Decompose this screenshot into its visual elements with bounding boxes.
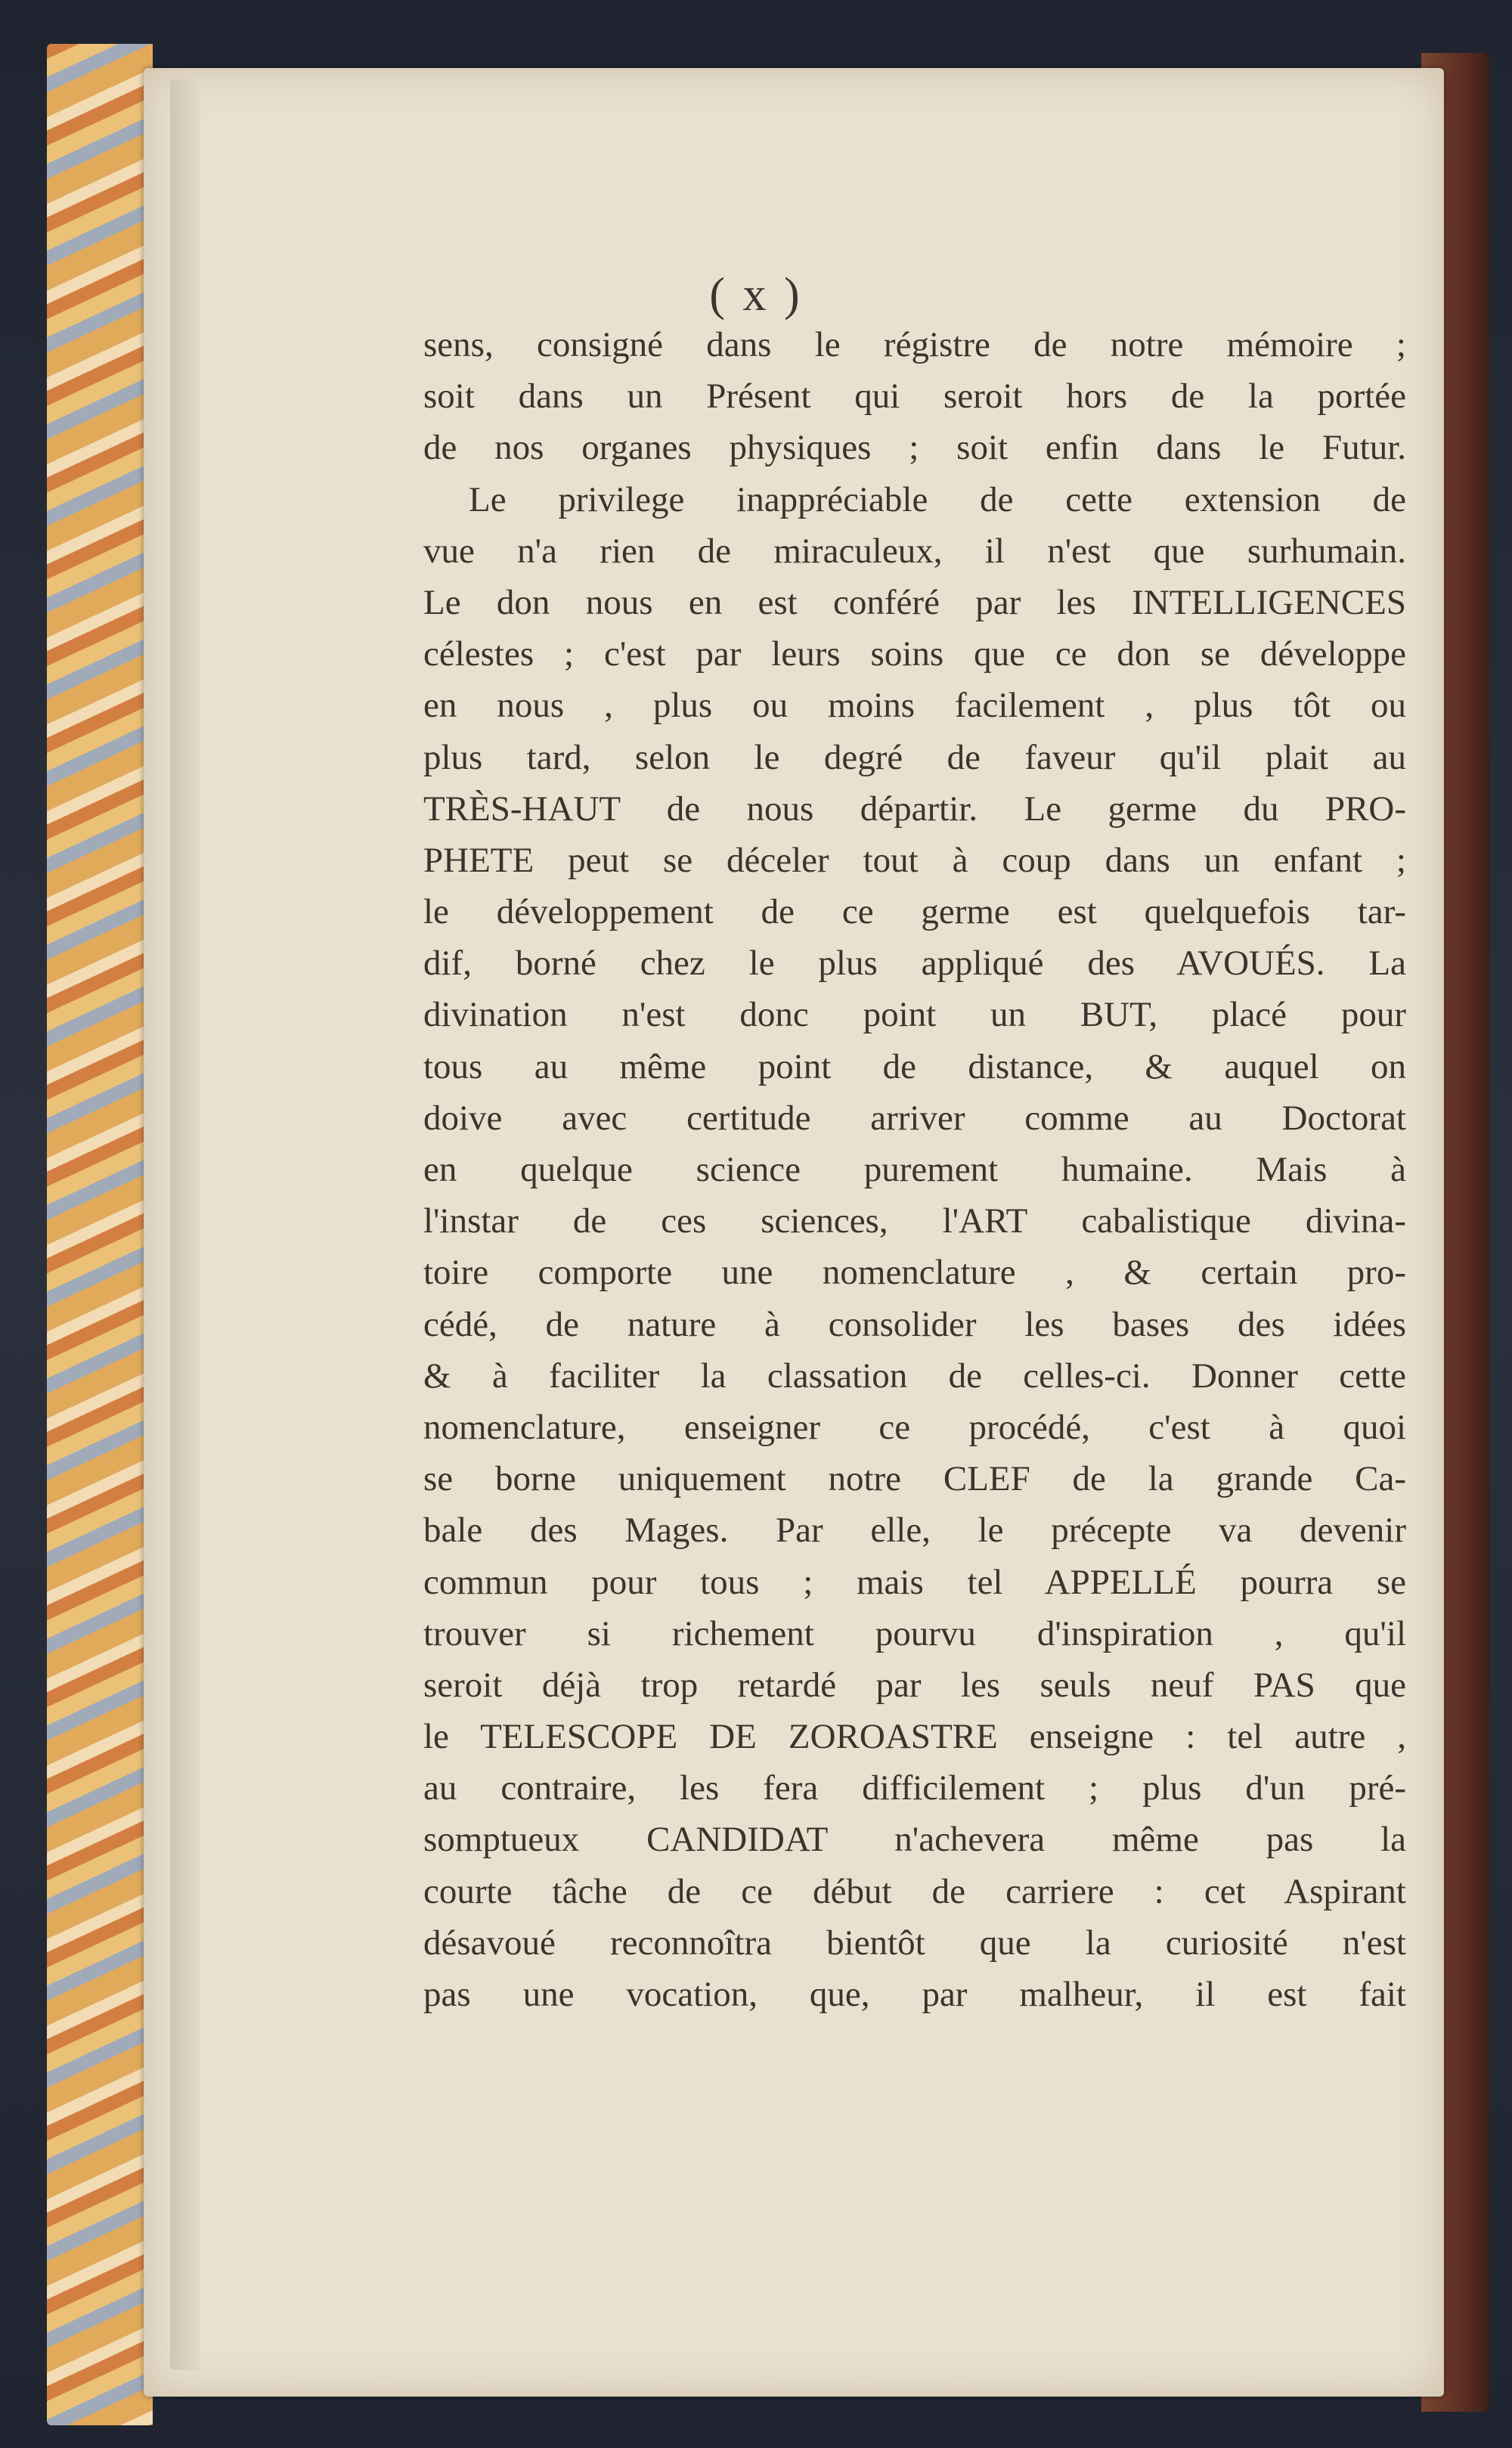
text-line: Le privilege inappréciable de cette extension de [469,479,1406,519]
text-line: trouver si richement pourvu d'inspiration , qu'il [423,1613,1406,1653]
text-line: doive avec certitude arriver comme au Doctorat [423,1098,1406,1138]
text-line: somptueux CANDIDAT n'achevera même pas la [423,1820,1406,1860]
marbled-endpaper [47,44,153,2425]
text-line: en quelque science purement humaine. Mais à [423,1150,1406,1189]
text-line: sens, consigné dans le régistre de notre mémoire ; [423,325,1406,364]
text-line: le développement de ce germe est quelquefois tar- [423,892,1406,932]
text-line: & à faciliter la classation de celles-ci. Donner cette [423,1356,1406,1396]
text-line: Le don nous en est conféré par les INTELLIGENCES [423,582,1406,622]
text-line: bale des Mages. Par elle, le précepte va devenir [423,1511,1406,1551]
text-line: au contraire, les fera difficilement ; plus d'un pré- [423,1768,1406,1808]
text-line: seroit déjà trop retardé par les seuls neuf PAS que [423,1665,1406,1705]
text-line: tous au même point de distance, & auquel on [423,1046,1406,1086]
text-line: soit dans un Présent qui seroit hors de la portée [423,376,1406,417]
page-number: ( x ) [709,269,803,321]
text-line: TRÈS-HAUT de nous départir. Le germe du PRO- [423,789,1406,829]
text-line: vue n'a rien de miraculeux, il n'est que surhumain. [423,531,1406,571]
body-text [423,319,1406,2020]
text-line: nomenclature, enseigner ce procédé, c'est à quoi [423,1407,1406,1447]
text-line: en nous , plus ou moins facilement , plus tôt ou [423,686,1406,726]
text-line: divination n'est donc point un BUT, placé pour [423,995,1406,1035]
text-line: PHETE peut se déceler tout à coup dans un enfant ; [423,840,1406,880]
text-line: de nos organes physiques ; soit enfin dans le Futur. [423,428,1406,468]
text-line: dif, borné chez le plus appliqué des AVOUÉS. La [423,944,1406,984]
text-line: l'instar de ces sciences, l'ART cabalistique divina- [423,1201,1406,1241]
text-line: toire comporte une nomenclature , & certain pro- [423,1253,1406,1293]
text-line: désavoué reconnoîtra bientôt que la curiosité n'est [423,1923,1406,1963]
text-line: courte tâche de ce début de carriere : cet Aspirant [423,1871,1406,1911]
text-line: célestes ; c'est par leurs soins que ce don se développe [423,634,1406,674]
text-line: pas une vocation, que, par malheur, il est fait [423,1975,1406,2014]
text-line: commun pour tous ; mais tel APPELLÉ pourra se [423,1562,1406,1602]
text-line: le TELESCOPE DE ZOROASTRE enseigne : tel autre , [423,1717,1406,1757]
text-line: cédé, de nature à consolider les bases des idées [423,1304,1406,1344]
page-stack-edge [170,79,200,2370]
text-line: se borne uniquement notre CLEF de la grande Ca- [423,1459,1406,1499]
text-line: plus tard, selon le degré de faveur qu'il plait au [423,737,1406,777]
